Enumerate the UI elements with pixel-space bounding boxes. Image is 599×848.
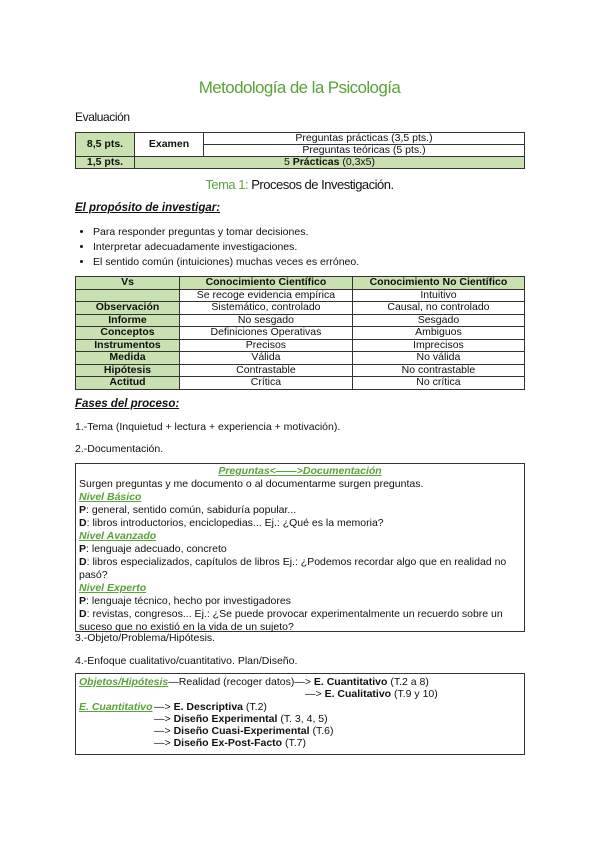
design-item: —> Diseño Experimental (T. 3, 4, 5) bbox=[154, 713, 328, 725]
table-row: Conceptos Definiciones Operativas Ambiguos bbox=[76, 327, 525, 340]
level-d: D: revistas, congresos... Ej.: ¿Se puede provocar experimentalmente un recuerdo sobre un suceso que no existió en la vida de un sujeto? bbox=[79, 608, 503, 633]
level-p: P: general, sentido común, sabiduría popular... bbox=[79, 504, 297, 516]
table-header: Conocimiento Científico bbox=[180, 277, 353, 290]
evaluacion-heading: Evaluación bbox=[75, 110, 130, 124]
practicas-cell: 5 Prácticas (0,3x5) bbox=[135, 157, 525, 169]
level-basico: Nivel Básico bbox=[79, 491, 142, 503]
table-header: Vs bbox=[76, 277, 180, 290]
step-3: 3.-Objeto/Problema/Hipótesis. bbox=[75, 632, 216, 644]
level-p: P: lenguaje técnico, hecho por investigadores bbox=[79, 595, 291, 607]
table-row: Informe No sesgado Sesgado bbox=[76, 314, 525, 327]
level-d: D: libros especializados, capítulos de libros Ej.: ¿Podemos recordar algo que en realidad no pasó? bbox=[79, 556, 507, 581]
tema-title: Tema 1: Procesos de Investigación. bbox=[205, 177, 394, 192]
proposito-list bbox=[75, 225, 359, 270]
comparison-table bbox=[75, 276, 525, 390]
points-cell: 1,5 pts. bbox=[76, 157, 135, 169]
detail-cell: Preguntas prácticas (3,5 pts.) bbox=[204, 133, 525, 145]
page-title: Metodología de la Psicología bbox=[198, 78, 401, 97]
objetos-line: Objetos/Hipótesis—Realidad (recoger datos)—> E. Cuantitativo (T.2 a 8) bbox=[79, 676, 429, 688]
table-row: Medida Válida No válida bbox=[76, 352, 525, 365]
level-avanzado: Nivel Avanzado bbox=[79, 530, 157, 542]
table-row: Observación Sistemático, controlado Causal, no controlado bbox=[76, 302, 525, 315]
box-title: Preguntas<——>Documentación bbox=[218, 465, 382, 477]
level-p: P: lenguaje adecuado, concreto bbox=[79, 543, 227, 555]
table-header: Conocimiento No Científico bbox=[352, 277, 524, 290]
table-row: Hipótesis Contrastable No contrastable bbox=[76, 364, 525, 377]
list-item: • Interpretar adecuadamente investigaciones. bbox=[93, 240, 359, 255]
list-item: • Para responder preguntas y tomar decisiones. bbox=[93, 225, 359, 240]
documentacion-box bbox=[75, 463, 525, 632]
table-row: Instrumentos Precisos Imprecisos bbox=[76, 339, 525, 352]
box-intro: Surgen preguntas y me documento o al documentarme surgen preguntas. bbox=[79, 478, 424, 490]
design-item: —> Diseño Cuasi-Experimental (T.6) bbox=[154, 725, 334, 737]
detail-cell: Preguntas teóricas (5 pts.) bbox=[204, 145, 525, 157]
step-4: 4.-Enfoque cualitativo/cuantitativo. Plan/Diseño. bbox=[75, 655, 298, 667]
e-cuantitativo-label: E. Cuantitativo bbox=[79, 701, 153, 713]
fases-heading: Fases del proceso: bbox=[75, 398, 180, 410]
step-2: 2.-Documentación. bbox=[75, 443, 164, 455]
table-row: Actitud Crítica No crítica bbox=[76, 377, 525, 390]
level-experto: Nivel Experto bbox=[79, 582, 147, 594]
step-1: 1.-Tema (Inquietud + lectura + experiencia + motivación). bbox=[75, 421, 341, 433]
proposito-heading: El propósito de investigar: bbox=[75, 202, 221, 214]
points-cell: 8,5 pts. bbox=[76, 133, 135, 157]
type-cell: Examen bbox=[135, 133, 204, 157]
table-row: Se recoge evidencia empírica Intuitivo bbox=[76, 289, 525, 302]
level-d: D: libros introductorios, enciclopedias... Ej.: ¿Qué es la memoria? bbox=[79, 517, 384, 529]
cualitativo-line: —> E. Cualitativo (T.9 y 10) bbox=[305, 688, 438, 700]
design-item: —> Diseño Ex-Post-Facto (T.7) bbox=[154, 737, 307, 749]
diseno-box bbox=[75, 673, 525, 755]
list-item: • El sentido común (intuiciones) muchas veces es erróneo. bbox=[93, 255, 359, 270]
design-item: —> E. Descriptiva (T.2) bbox=[154, 701, 267, 713]
evaluacion-table bbox=[75, 132, 525, 169]
